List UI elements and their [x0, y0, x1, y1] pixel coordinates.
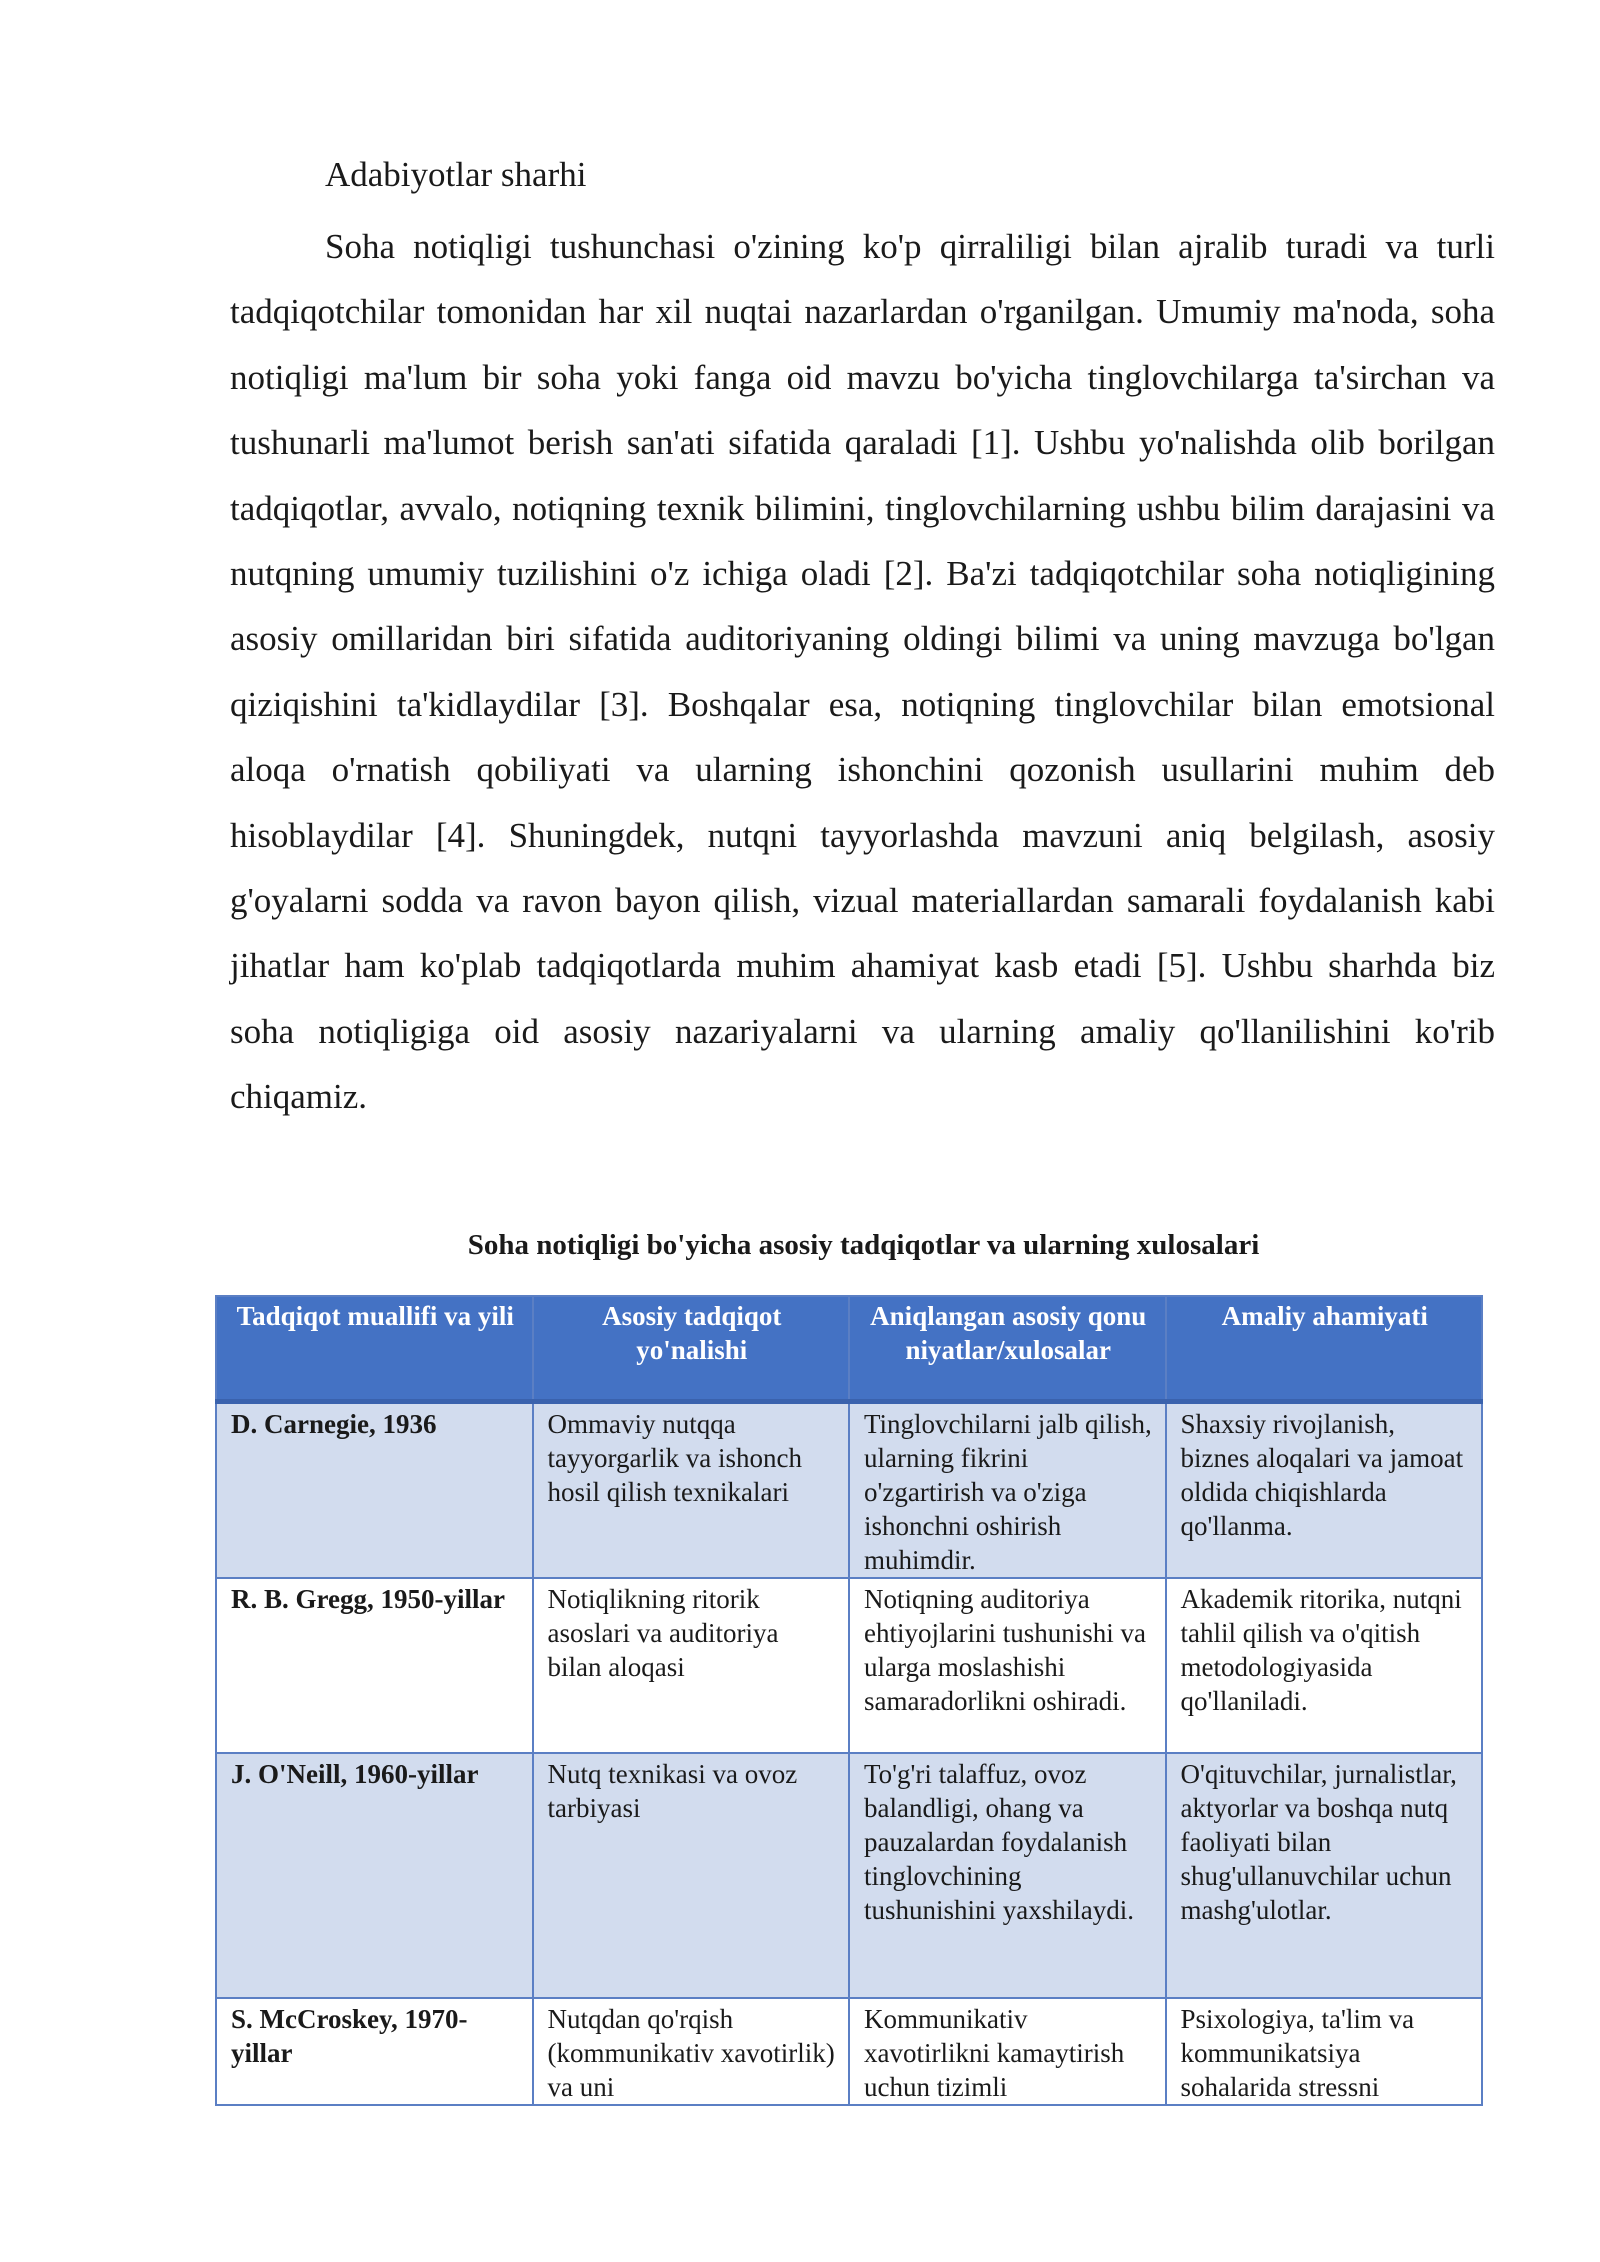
cell-direction: Nutqdan qo'rqish (kommunikativ xavotirlik) va uni [533, 1998, 850, 2105]
header-practical-significance: Amaliy ahamiyati [1166, 1296, 1483, 1402]
cell-significance: Akademik ritorika, nutqni tahlil qilish va o'qitish metodologiyasida qo'llaniladi. [1166, 1578, 1483, 1753]
section-heading: Adabiyotlar sharhi [325, 155, 587, 194]
cell-direction: Nutq texnikasi va ovoz tarbiyasi [533, 1753, 850, 1998]
cell-author: R. B. Gregg, 1950-yillar [216, 1578, 533, 1753]
cell-findings: Notiqning auditoriya ehtiyojlarini tushunishi va ularga moslashishi samaradorlikni oshiradi. [849, 1578, 1166, 1753]
cell-findings: Kommunikativ xavotirlikni kamaytirish uchun tizimli [849, 1998, 1166, 2105]
cell-author: J. O'Neill, 1960-yillar [216, 1753, 533, 1998]
table-header-row [216, 1296, 1482, 1402]
cell-findings: To'g'ri talaffuz, ovoz balandligi, ohang va pauzalardan foydalanish tinglovchining tushunishini yaxshilaydi. [849, 1753, 1166, 1998]
header-author-year: Tadqiqot muallifi va yili [216, 1296, 533, 1402]
table-row [216, 1578, 1482, 1753]
research-table [215, 1295, 1483, 2106]
cell-direction: Ommaviy nutqqa tayyorgarlik va ishonch hosil qilish texnikalari [533, 1402, 850, 1579]
header-findings: Aniqlangan asosiy qonuniyatlar/xulosalar [849, 1296, 1166, 1402]
table-row [216, 1753, 1482, 1998]
cell-significance: Psixologiya, ta'lim va kommunikatsiya sohalarida stressni [1166, 1998, 1483, 2105]
body-paragraph: Soha notiqligi tushunchasi o'zining ko'p qirraliligi bilan ajralib turadi va turli tadqiqotchilar tomonidan har xil nuqtai nazarlardan o'rganilgan. Umumiy ma'noda, soha notiqligi ma'lum bir soha yoki fanga oid mavzu bo'yicha tinglovchilarga ta'sirchan va tushunarli ma'lumot berish san'ati sifatida qaraladi [1]. Ushbu yo'nalishda olib borilgan tadqiqotlar, avvalo, notiqning texnik bilimini, tinglovchilarning ushbu bilim darajasini va nutqning umumiy tuzilishini o'z ichiga oladi [2]. Ba'zi tadqiqotchilar soha notiqligining asosiy omillaridan biri sifatida auditoriyaning oldingi bilimi va uning mavzuga bo'lgan qiziqishini ta'kidlaydilar [3]. Boshqalar esa, notiqning tinglovchilar bilan emotsional aloqa o'rnatish qobiliyati va ularning ishonchini qozonish usullarini muhim deb hisoblaydilar [4]. Shuningdek, nutqni tayyorlashda mavzuni aniq belgilash, asosiy g'oyalarni sodda va ravon bayon qilish, vizual materiallardan samarali foydalanish kabi jihatlar ham ko'plab tadqiqotlarda muhim ahamiyat kasb etadi [5]. Ushbu sharhda biz soha notiqligiga oid asosiy nazariyalarni va ularning amaliy qo'llanilishini ko'rib chiqamiz. [230, 227, 1495, 1117]
cell-author: S. McCroskey, 1970-yillar [216, 1998, 533, 2105]
table-caption: Soha notiqligi bo'yicha asosiy tadqiqotlar va ularning xulosalari [467, 1229, 1260, 1261]
cell-findings: Tinglovchilarni jalb qilish, ularning fikrini o'zgartirish va o'ziga ishonchni oshirish muhimdir. [849, 1402, 1166, 1579]
cell-direction: Notiqlikning ritorik asoslari va auditoriya bilan aloqasi [533, 1578, 850, 1753]
table-row [216, 1998, 1482, 2105]
header-research-direction: Asosiy tadqiqot yo'nalishi [533, 1296, 850, 1402]
cell-significance: O'qituvchilar, jurnalistlar, aktyorlar va boshqa nutq faoliyati bilan shug'ullanuvchilar uchun mashg'ulotlar. [1166, 1753, 1483, 1998]
cell-significance: Shaxsiy rivojlanish, biznes aloqalari va jamoat oldida chiqishlarda qo'llanma. [1166, 1402, 1483, 1579]
table-row [216, 1402, 1482, 1579]
cell-author: D. Carnegie, 1936 [216, 1402, 533, 1579]
